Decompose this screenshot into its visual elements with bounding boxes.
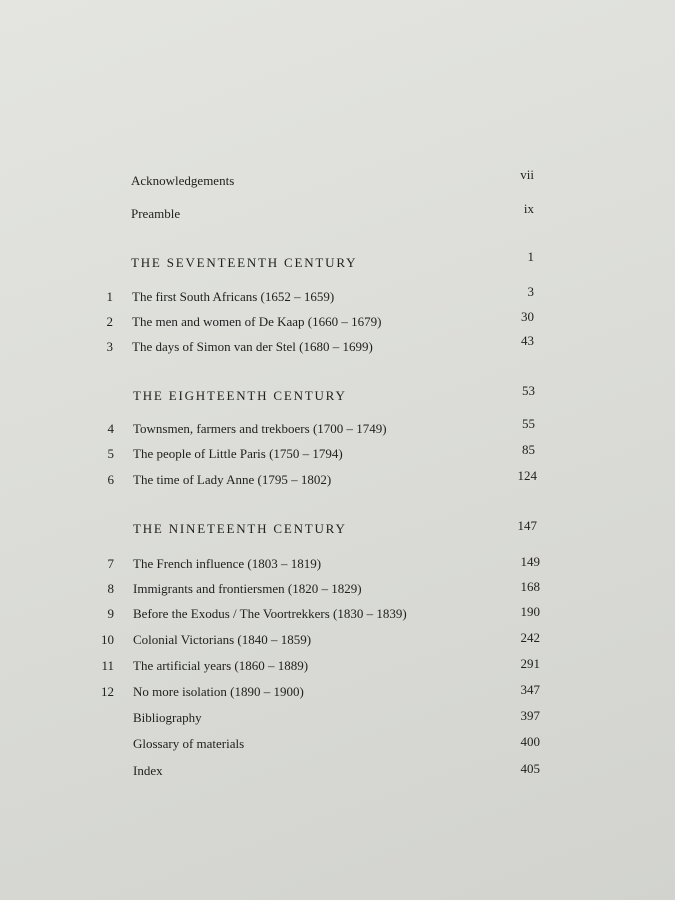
toc-page-number: 43 bbox=[521, 333, 534, 348]
chapter-title: Townsmen, farmers and trekboers (1700 – 1749) bbox=[133, 421, 387, 436]
toc-page-number: 53 bbox=[522, 383, 535, 398]
chapter-number: 10 bbox=[101, 632, 114, 647]
toc-page-number: 190 bbox=[520, 604, 540, 619]
section-heading-eighteenth-century: THE EIGHTEENTH CENTURY bbox=[133, 388, 347, 403]
chapter-title: The French influence (1803 – 1819) bbox=[133, 556, 322, 571]
chapter-number: 11 bbox=[101, 658, 114, 673]
chapter-number: 7 bbox=[107, 556, 114, 571]
chapter-title: The first South Africans (1652 – 1659) bbox=[132, 289, 335, 304]
chapter-title: Colonial Victorians (1840 – 1859) bbox=[133, 632, 312, 647]
toc-page-number: 55 bbox=[522, 416, 535, 431]
chapter-title: The days of Simon van der Stel (1680 – 1699) bbox=[132, 339, 373, 354]
chapter-title: The men and women of De Kaap (1660 – 1679) bbox=[132, 314, 382, 329]
chapter-title: Before the Exodus / The Voortrekkers (1830 – 1839) bbox=[133, 606, 407, 621]
chapter-title: Immigrants and frontiersmen (1820 – 1829) bbox=[133, 581, 362, 596]
toc-entry-bibliography: Bibliography bbox=[133, 710, 202, 725]
toc-page-number: 1 bbox=[527, 249, 534, 264]
toc-page-number: 124 bbox=[517, 468, 537, 483]
chapter-number: 3 bbox=[106, 339, 113, 354]
toc-page-number: 30 bbox=[521, 309, 534, 324]
toc-page-number: 347 bbox=[520, 682, 540, 697]
toc-page-number: 405 bbox=[520, 761, 540, 776]
chapter-number: 8 bbox=[107, 581, 114, 596]
chapter-number: 12 bbox=[101, 684, 114, 699]
chapter-title: The time of Lady Anne (1795 – 1802) bbox=[133, 472, 332, 487]
chapter-number: 9 bbox=[107, 606, 114, 621]
toc-page-number: 400 bbox=[520, 734, 540, 749]
toc-page-number: 147 bbox=[517, 518, 537, 533]
toc-entry-preamble: Preamble bbox=[131, 206, 181, 221]
toc-page-number: ix bbox=[523, 201, 534, 216]
chapter-number: 4 bbox=[107, 421, 114, 436]
toc-page-number: 168 bbox=[520, 579, 540, 594]
toc-page-number: 85 bbox=[522, 442, 535, 457]
toc-page-number: 242 bbox=[520, 630, 540, 645]
section-heading-seventeenth-century: THE SEVENTEENTH CENTURY bbox=[131, 255, 358, 270]
toc-page-number: 149 bbox=[520, 554, 540, 569]
toc-page-number: 291 bbox=[520, 656, 540, 671]
chapter-title: The people of Little Paris (1750 – 1794) bbox=[133, 446, 343, 461]
toc-page-number: 3 bbox=[527, 284, 534, 299]
chapter-number: 1 bbox=[106, 289, 113, 304]
toc-entry-glossary: Glossary of materials bbox=[133, 736, 245, 751]
section-heading-nineteenth-century: THE NINETEENTH CENTURY bbox=[133, 521, 347, 536]
toc-page-number: vii bbox=[520, 167, 534, 182]
toc-entry-index: Index bbox=[133, 763, 163, 778]
chapter-number: 5 bbox=[107, 446, 114, 461]
toc-page-number: 397 bbox=[520, 708, 540, 723]
toc-entry-acknowledgements: Acknowledgements bbox=[131, 173, 235, 188]
chapter-number: 2 bbox=[106, 314, 113, 329]
chapter-title: No more isolation (1890 – 1900) bbox=[133, 684, 304, 699]
chapter-title: The artificial years (1860 – 1889) bbox=[133, 658, 309, 673]
chapter-number: 6 bbox=[107, 472, 114, 487]
